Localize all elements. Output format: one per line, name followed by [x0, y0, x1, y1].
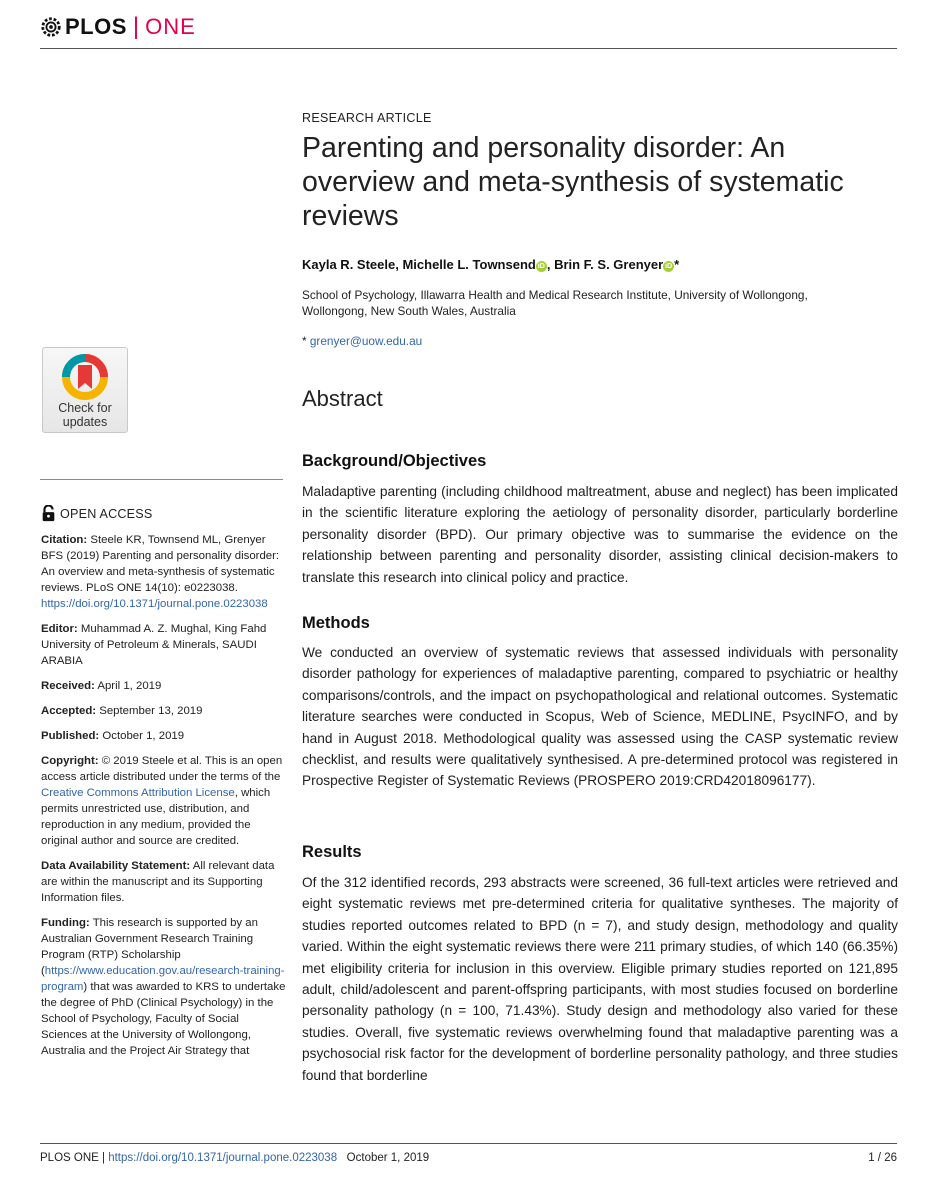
- logo-one-text: ONE: [145, 14, 196, 39]
- footer-doi-link[interactable]: https://doi.org/10.1371/journal.pone.0223038: [108, 1152, 338, 1164]
- published-label: Published:: [41, 730, 100, 742]
- data-availability-text: All relevant data are within the manuscript and its Supporting Information files.: [41, 860, 275, 904]
- citation-block: [41, 532, 286, 612]
- header-divider: [40, 48, 897, 49]
- logo-plos-text: PLOS: [65, 14, 127, 39]
- article-info-sidebar: [41, 505, 286, 1068]
- check-updates-line2: updates: [62, 415, 108, 429]
- section-heading-background: Background/Objectives: [302, 452, 487, 470]
- plos-one-logo[interactable]: [40, 14, 196, 40]
- funding-block: [41, 915, 286, 1059]
- corresponding-mark: *: [302, 334, 310, 348]
- page-footer: [40, 1152, 429, 1164]
- citation-doi-link[interactable]: https://doi.org/10.1371/journal.pone.0223038: [41, 598, 268, 610]
- accepted-date: September 13, 2019: [99, 705, 203, 717]
- sidebar-divider: [40, 479, 283, 480]
- author-list: [302, 257, 679, 272]
- editor-block: [41, 621, 286, 669]
- cc-license-link[interactable]: Creative Commons Attribution License: [41, 787, 235, 799]
- orcid-icon[interactable]: iD: [537, 263, 545, 270]
- editor-text: Muhammad A. Z. Mughal, King Fahd University of Petroleum & Minerals, SAUDI ARABIA: [41, 623, 267, 667]
- affiliation: School of Psychology, Illawarra Health and Medical Research Institute, University of Wollongong, Wollongong, New South Wales, Australia: [302, 288, 808, 318]
- orcid-icon[interactable]: iD: [665, 263, 673, 270]
- author-grenyer[interactable]: , Brin F. S. Grenyer: [546, 257, 664, 272]
- funding-text-pre: This research is supported by an Australian Government Research Training Program (RTP) Scholarship (: [41, 917, 258, 977]
- footer-journal: PLOS ONE |: [40, 1152, 109, 1164]
- citation-label: Citation:: [41, 534, 88, 546]
- author-steele[interactable]: Kayla R. Steele,: [302, 257, 403, 272]
- plos-gear-icon: [40, 16, 62, 38]
- data-availability-label: Data Availability Statement:: [41, 860, 191, 872]
- citation-text: Steele KR, Townsend ML, Grenyer BFS (2019) Parenting and personality disorder: An overview and meta-synthesis of systematic reviews. PLoS ONE 14(10): e0223038.: [41, 534, 280, 594]
- published-date: October 1, 2019: [102, 730, 185, 742]
- journal-header: [40, 12, 897, 46]
- received-date: April 1, 2019: [97, 680, 162, 692]
- corresponding-star: *: [674, 257, 680, 272]
- funding-text-post: ) that was awarded to KRS to undertake the degree of PhD (Clinical Psychology) in the School of Psychology, Faculty of Social Sciences at the University of Wollongong, Australia and the Project Air Strategy that: [41, 981, 286, 1057]
- funding-label: Funding:: [41, 917, 90, 929]
- article-type: RESEARCH ARTICLE: [302, 111, 432, 125]
- accepted-block: [41, 703, 286, 719]
- section-text-results: Of the 312 identified records, 293 abstracts were screened, 36 full-text articles were retrieved and eight systematic reviews met pre-determined criteria for qualitative syntheses. The majority of studies reported outcomes related to BPD (n = 7), and study design, methodology and quality varied. Within the eight systematic reviews there were 211 primary studies, of which 140 (66.35%) met eligibility criteria for inclusion in this overview. Eligible primary studies reported on 121,895 adult, child/adolescent and parent-offspring participants, with most studies focused on borderline personality pathology (n = 100, 71.43%). Study design and methodology also varied for these studies. Overall, five systematic reviews overwhelming found that maladaptive parenting was a psychosocial risk factor for the development of borderline personality pathology, and three studies found that borderline: [302, 875, 898, 1083]
- page-number: 1 / 26: [868, 1152, 897, 1164]
- section-heading-results: Results: [302, 843, 362, 861]
- author-townsend[interactable]: Michelle L. Townsend: [402, 257, 536, 272]
- open-access-text: OPEN ACCESS: [60, 506, 153, 521]
- abstract-heading: Abstract: [302, 386, 383, 411]
- check-for-updates-badge[interactable]: [42, 347, 128, 433]
- copyright-text-post: , which permits unrestricted use, distribution, and reproduction in any medium, provided the original author and source are credited.: [41, 787, 271, 847]
- check-updates-line1: Check for: [58, 401, 112, 415]
- check-updates-icon: [61, 353, 109, 401]
- accepted-label: Accepted:: [41, 705, 97, 717]
- corresponding-email: [302, 334, 422, 348]
- received-block: [41, 678, 286, 694]
- footer-date: October 1, 2019: [337, 1152, 430, 1164]
- funding-link[interactable]: https://www.education.gov.au/research-training-program: [41, 965, 285, 993]
- received-label: Received:: [41, 680, 95, 692]
- footer-divider: [40, 1143, 897, 1144]
- section-text-methods: We conducted an overview of systematic reviews that assessed individuals with personality disorder pathology for experiences of maladaptive parenting, compared to psychiatric or healthy comparisons/controls, and the impact on psychopathological and relational outcomes. Systematic literature searches were conducted in Scopus, Web of Science, MEDLINE, PsycINFO, and by hand in August 2018. Methodological quality was assessed using the CASP systematic review checklist, and results were qualitatively synthesised. A pre-determined protocol was registered in Prospective Register of Systematic Reviews (PROSPERO 2019:CRD42018096177).: [302, 645, 898, 789]
- copyright-block: [41, 753, 286, 849]
- section-heading-methods: Methods: [302, 614, 370, 632]
- data-availability-block: [41, 858, 286, 906]
- editor-label: Editor:: [41, 623, 78, 635]
- logo-separator: |: [132, 13, 140, 40]
- copyright-text-pre: © 2019 Steele et al. This is an open access article distributed under the terms of the: [41, 755, 283, 783]
- copyright-label: Copyright:: [41, 755, 99, 767]
- open-access-label: [41, 505, 286, 522]
- email-link[interactable]: grenyer@uow.edu.au: [309, 334, 423, 348]
- published-block: [41, 728, 286, 744]
- section-text-background: Maladaptive parenting (including childhood maltreatment, abuse and neglect) has been implicated in the scientific literature exploring the aetiology of personality disorder, particularly borderline personality disorder (BPD). Our primary objective was to summarise the evidence on the relationship between parenting and personality disorder, assisting clinical decision-makers to translate this research into clinical policy and practice.: [302, 484, 898, 585]
- open-lock-icon: [41, 505, 56, 522]
- article-title: Parenting and personality disorder: An overview and meta-synthesis of systematic reviews: [302, 132, 844, 232]
